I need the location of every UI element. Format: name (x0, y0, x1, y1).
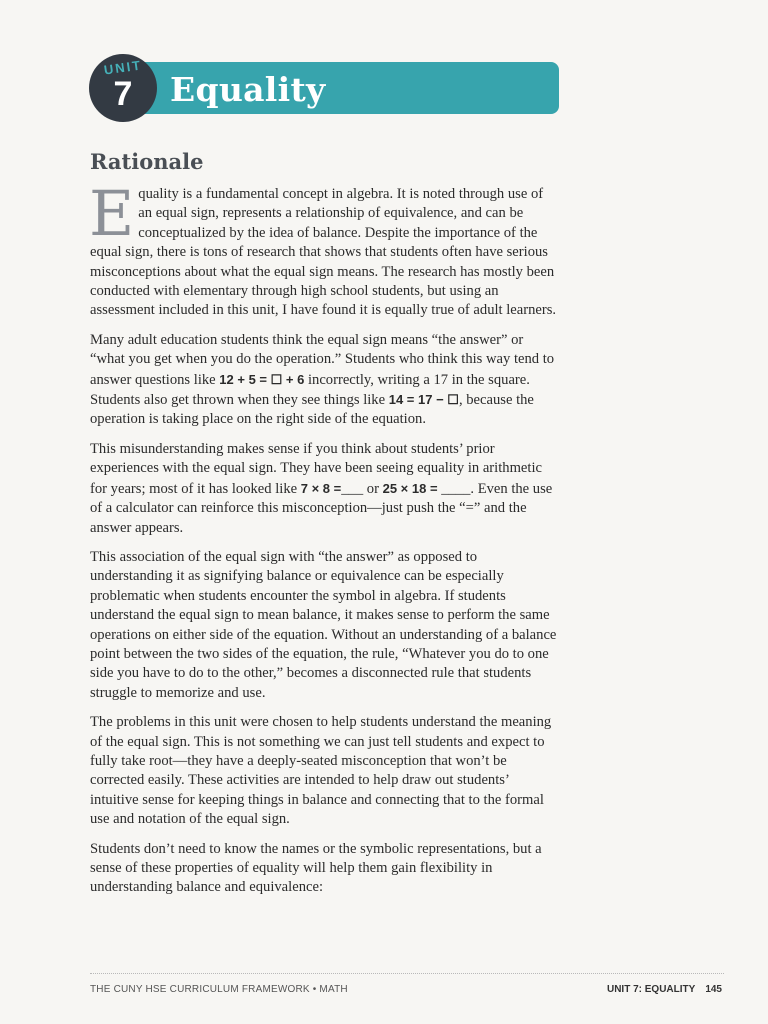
drop-cap: E (89, 177, 135, 250)
footer-unit-label: UNIT 7: EQUALITY (606, 984, 696, 995)
paragraph-properties: Students don’t need to know the names or the symbolic representations, but a sense of these properties of equality will help them gain flexibility in understanding balance and equivalence: (90, 840, 542, 896)
unit-word: UNIT (102, 57, 144, 78)
paragraph-text: incorrectly, writing a 17 in the square. Students also get thrown when they see things like (90, 371, 530, 409)
footer-divider (90, 973, 724, 974)
paragraph-text: , because the operation is taking place on the right side of the equation. (90, 392, 534, 428)
footer-page-info (607, 984, 722, 995)
body-text (89, 177, 560, 908)
paragraph-algebra: This association of the equal sign with “the answer” as opposed to understanding it as signifying balance or equivalence can be especially problematic when students encounter the symbol in algebra. If students understand the equal sign to mean balance, it makes sense to perform the same operations on either side of the equation. Without an understanding of a balance point between the two sides of the equation, the rule, “Whatever you do to one side you have to do to the other,” becomes a disconnected rule that students struggle to memorize and use. (90, 548, 557, 701)
paragraph-prior-experience (90, 440, 560, 538)
math-expression: 14 = 17 − ☐ (388, 392, 459, 408)
math-expression: 7 × 8 = (300, 480, 342, 496)
unit-number: 7 (113, 75, 133, 113)
paragraph-misconception (90, 331, 560, 430)
paragraph-text: ____. Even the use of a calculator can reinforce this misconception—just push the “=” and the answer appears. (90, 480, 553, 536)
math-expression: 25 × 18 = (382, 480, 438, 496)
page-number: 145 (705, 984, 722, 995)
footer-publication: THE CUNY HSE CURRICULUM FRAMEWORK • MATH (90, 984, 348, 995)
paragraph-text: Many adult education students think the equal sign means “the answer” or “what you get when you do the operation.” Students who think this way tend to answer questions like (90, 331, 555, 388)
section-heading: Rationale (90, 149, 204, 174)
paragraph-text: quality is a fundamental concept in algebra. It is noted through use of an equal sign, represents a relationship of equivalence, and can be conceptualized by the idea of balance. Despite the importance of the equal sign, there is tons of research that shows that students often have serious misconceptions about what the equal sign means. The research has mostly been conducted with elementary through high school students, but using an assessment included in this unit, I have found it is equally true of adult learners. (90, 186, 557, 319)
unit-title: Equality (170, 70, 326, 109)
paragraph-intro (89, 177, 560, 321)
paragraph-unit-problems: The problems in this unit were chosen to help students understand the meaning of the equal sign. This is not something we can just tell students and expect to fully take root—they have a deeply-seated misconception that won’t be corrected easily. These activities are intended to help draw out students’ intuitive sense for keeping things in balance and connecting that to the formal use and notation of the equal sign. (90, 714, 552, 828)
math-expression: 12 + 5 = ☐ + 6 (219, 371, 305, 387)
paragraph-text: ___ or (341, 480, 383, 497)
paragraph-text: This misunderstanding makes sense if you think about students’ prior experiences with the equal sign. They have been seeing equality in arithmetic for years; most of it has looked like (90, 440, 542, 497)
unit-badge (89, 54, 157, 122)
